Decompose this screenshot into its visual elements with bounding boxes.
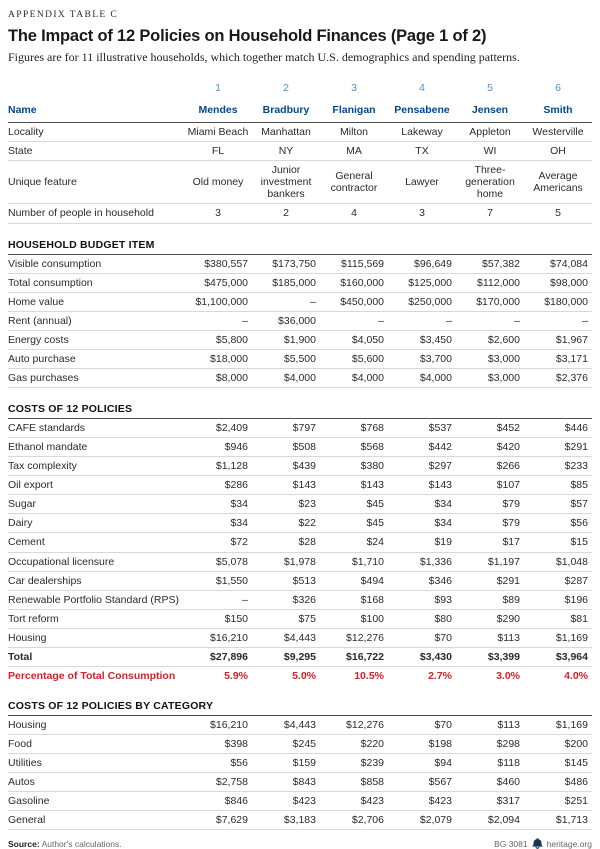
cell-value: $45 <box>320 495 388 514</box>
cell-value: $98,000 <box>524 273 592 292</box>
cell-value: $446 <box>524 419 592 438</box>
cell-value: $72 <box>184 533 252 552</box>
cell-value: $251 <box>524 792 592 811</box>
table-row <box>8 142 592 161</box>
row-label: Ethanol mandate <box>8 438 184 457</box>
cell-value: $150 <box>184 609 252 628</box>
cell-value: Milton <box>320 123 388 142</box>
cell-value: $4,000 <box>252 368 320 387</box>
cell-value: $1,169 <box>524 628 592 647</box>
page-title: The Impact of 12 Policies on Household Finances (Page 1 of 2) <box>8 27 487 45</box>
column-number: 4 <box>419 82 425 94</box>
cell-value: $94 <box>388 754 456 773</box>
cell-value: $200 <box>524 735 592 754</box>
household-name: Mendes <box>184 101 252 123</box>
cell-value: TX <box>388 142 456 161</box>
row-label: Tax complexity <box>8 457 184 476</box>
cell-value: $19 <box>388 533 456 552</box>
cell-value: $4,050 <box>320 330 388 349</box>
cell-value: $17 <box>456 533 524 552</box>
cell-value: General contractor <box>320 161 388 204</box>
household-name: Flanigan <box>320 101 388 123</box>
column-names-row <box>8 101 592 123</box>
cell-value: $423 <box>320 792 388 811</box>
column-number-spacer <box>8 79 184 101</box>
row-label: Dairy <box>8 514 184 533</box>
cell-value: – <box>184 311 252 330</box>
table-header <box>8 79 592 123</box>
cell-value: $298 <box>456 735 524 754</box>
cell-value: $159 <box>252 754 320 773</box>
cell-value: $291 <box>456 571 524 590</box>
cell-value: $125,000 <box>388 273 456 292</box>
cell-value: $4,443 <box>252 628 320 647</box>
footer <box>8 830 592 849</box>
cell-value: $220 <box>320 735 388 754</box>
cell-value: $233 <box>524 457 592 476</box>
cell-value: $57,382 <box>456 254 524 273</box>
cell-value: $18,000 <box>184 349 252 368</box>
table-row <box>8 204 592 223</box>
table-row <box>8 457 592 476</box>
cell-value: $317 <box>456 792 524 811</box>
table-row <box>8 533 592 552</box>
household-name: Pensabene <box>388 101 456 123</box>
cell-value: $8,000 <box>184 368 252 387</box>
cell-value: $568 <box>320 438 388 457</box>
table-row <box>8 330 592 349</box>
cell-value: $143 <box>320 476 388 495</box>
cell-value: $266 <box>456 457 524 476</box>
column-number: 2 <box>283 82 289 94</box>
section-heading <box>8 388 592 419</box>
cell-value: – <box>524 311 592 330</box>
cell-value: $85 <box>524 476 592 495</box>
table-row <box>8 754 592 773</box>
cell-value: $56 <box>184 754 252 773</box>
cell-value: $797 <box>252 419 320 438</box>
cell-value: Lakeway <box>388 123 456 142</box>
cell-value: $3,183 <box>252 811 320 830</box>
cell-value: $846 <box>184 792 252 811</box>
section-heading-label: COSTS OF 12 POLICIES <box>8 388 592 419</box>
row-label: Food <box>8 735 184 754</box>
cell-value: Westerville <box>524 123 592 142</box>
cell-value: Miami Beach <box>184 123 252 142</box>
cell-value: $1,713 <box>524 811 592 830</box>
cell-value: $45 <box>320 514 388 533</box>
cell-value: $115,569 <box>320 254 388 273</box>
section-heading-label: HOUSEHOLD BUDGET ITEM <box>8 223 592 254</box>
cell-value: $113 <box>456 628 524 647</box>
row-label: Autos <box>8 773 184 792</box>
cell-value: NY <box>252 142 320 161</box>
cell-value: $3,000 <box>456 368 524 387</box>
cell-value: $537 <box>388 419 456 438</box>
cell-value: $27,896 <box>184 647 252 666</box>
row-label: Cement <box>8 533 184 552</box>
table-row <box>8 273 592 292</box>
cell-value: $70 <box>388 716 456 735</box>
cell-value: $858 <box>320 773 388 792</box>
liberty-bell-icon <box>532 838 543 849</box>
row-label: Tort reform <box>8 609 184 628</box>
cell-value: $297 <box>388 457 456 476</box>
row-label: Car dealerships <box>8 571 184 590</box>
row-label: Home value <box>8 292 184 311</box>
cell-value: – <box>252 292 320 311</box>
cell-value: $398 <box>184 735 252 754</box>
cell-value: $250,000 <box>388 292 456 311</box>
cell-value: $2,094 <box>456 811 524 830</box>
cell-value: $1,336 <box>388 552 456 571</box>
cell-value: $12,276 <box>320 628 388 647</box>
cell-value: $3,450 <box>388 330 456 349</box>
row-label: Gas purchases <box>8 368 184 387</box>
name-column-header: Name <box>8 101 184 123</box>
row-label: Housing <box>8 628 184 647</box>
cell-value: $3,964 <box>524 647 592 666</box>
cell-value: $1,197 <box>456 552 524 571</box>
section-heading <box>8 685 592 716</box>
cell-value: $4,443 <box>252 716 320 735</box>
row-label: General <box>8 811 184 830</box>
cell-value: $423 <box>388 792 456 811</box>
source-note <box>8 839 122 849</box>
cell-value: $93 <box>388 590 456 609</box>
row-label: Sugar <box>8 495 184 514</box>
cell-value: 7 <box>456 204 524 223</box>
cell-value: $2,079 <box>388 811 456 830</box>
cell-value: $475,000 <box>184 273 252 292</box>
cell-value: $168 <box>320 590 388 609</box>
cell-value: $3,430 <box>388 647 456 666</box>
subtitle: Figures are for 11 illustrative households, which together match U.S. demographics and spending patterns. <box>8 50 520 64</box>
cell-value: MA <box>320 142 388 161</box>
row-label: State <box>8 142 184 161</box>
column-number: 3 <box>351 82 357 94</box>
table-row <box>8 590 592 609</box>
cell-value: $113 <box>456 716 524 735</box>
row-label: Energy costs <box>8 330 184 349</box>
cell-value: $2,376 <box>524 368 592 387</box>
cell-value: 3 <box>388 204 456 223</box>
column-number: 6 <box>555 82 561 94</box>
cell-value: OH <box>524 142 592 161</box>
table-row <box>8 735 592 754</box>
table-row <box>8 419 592 438</box>
cell-value: $96,649 <box>388 254 456 273</box>
cell-value: $7,629 <box>184 811 252 830</box>
table-row <box>8 666 592 685</box>
cell-value: $143 <box>388 476 456 495</box>
cell-value: $5,800 <box>184 330 252 349</box>
household-name: Smith <box>524 101 592 123</box>
row-label: Unique feature <box>8 161 184 204</box>
cell-value: $145 <box>524 754 592 773</box>
row-label: CAFE standards <box>8 419 184 438</box>
row-label: Total consumption <box>8 273 184 292</box>
cell-value: $287 <box>524 571 592 590</box>
cell-value: $843 <box>252 773 320 792</box>
cell-value: $196 <box>524 590 592 609</box>
cell-value: $3,000 <box>456 349 524 368</box>
cell-value: $1,900 <box>252 330 320 349</box>
section-heading <box>8 223 592 254</box>
cell-value: $160,000 <box>320 273 388 292</box>
cell-value: 5.9% <box>224 669 248 682</box>
cell-value: 3 <box>184 204 252 223</box>
cell-value: 4 <box>320 204 388 223</box>
table-row <box>8 609 592 628</box>
cell-value: $16,210 <box>184 628 252 647</box>
table-row <box>8 571 592 590</box>
cell-value: $452 <box>456 419 524 438</box>
cell-value: – <box>456 311 524 330</box>
row-label: Rent (annual) <box>8 311 184 330</box>
cell-value: $34 <box>184 495 252 514</box>
cell-value: 2 <box>252 204 320 223</box>
cell-value: $198 <box>388 735 456 754</box>
households-table <box>8 79 592 830</box>
row-label: Number of people in household <box>8 204 184 223</box>
cell-value: $23 <box>252 495 320 514</box>
cell-value: $28 <box>252 533 320 552</box>
cell-value: $2,600 <box>456 330 524 349</box>
cell-value: $1,100,000 <box>184 292 252 311</box>
row-label: Percentage of Total Consumption <box>8 669 176 682</box>
cell-value: – <box>184 590 252 609</box>
cell-value: – <box>320 311 388 330</box>
column-number: 5 <box>487 82 493 94</box>
cell-value: $36,000 <box>252 311 320 330</box>
cell-value: $118 <box>456 754 524 773</box>
section-heading-label: COSTS OF 12 POLICIES BY CATEGORY <box>8 685 592 716</box>
cell-value: $80 <box>388 609 456 628</box>
row-label: Auto purchase <box>8 349 184 368</box>
site-url: heritage.org <box>546 838 592 849</box>
cell-value: $513 <box>252 571 320 590</box>
table-body <box>8 123 592 830</box>
footer-brand <box>494 838 592 849</box>
cell-value: $75 <box>252 609 320 628</box>
cell-value: $291 <box>524 438 592 457</box>
cell-value: $290 <box>456 609 524 628</box>
cell-value: $380 <box>320 457 388 476</box>
cell-value: $439 <box>252 457 320 476</box>
cell-value: $768 <box>320 419 388 438</box>
cell-value: $100 <box>320 609 388 628</box>
source-text: Author's calculations. <box>41 838 122 849</box>
row-label: Occupational licensure <box>8 552 184 571</box>
cell-value: $3,171 <box>524 349 592 368</box>
cell-value: $15 <box>524 533 592 552</box>
table-row <box>8 254 592 273</box>
cell-value: 5 <box>524 204 592 223</box>
table-row <box>8 647 592 666</box>
cell-value: 3.0% <box>496 669 520 682</box>
cell-value: $494 <box>320 571 388 590</box>
cell-value: $34 <box>388 514 456 533</box>
cell-value: $5,078 <box>184 552 252 571</box>
cell-value: $180,000 <box>524 292 592 311</box>
cell-value: $450,000 <box>320 292 388 311</box>
table-row <box>8 438 592 457</box>
cell-value: 10.5% <box>354 669 384 682</box>
cell-value: $2,758 <box>184 773 252 792</box>
table-row <box>8 161 592 204</box>
cell-value: $79 <box>456 514 524 533</box>
row-label: Utilities <box>8 754 184 773</box>
cell-value: $70 <box>388 628 456 647</box>
table-row <box>8 349 592 368</box>
table-row <box>8 716 592 735</box>
table-row <box>8 368 592 387</box>
cell-value: $5,500 <box>252 349 320 368</box>
table-row <box>8 552 592 571</box>
cell-value: Old money <box>184 161 252 204</box>
cell-value: $420 <box>456 438 524 457</box>
cell-value: $4,000 <box>388 368 456 387</box>
household-name: Bradbury <box>252 101 320 123</box>
cell-value: 2.7% <box>428 669 452 682</box>
row-label: Visible consumption <box>8 254 184 273</box>
source-label: Source: <box>8 838 40 849</box>
cell-value: $1,048 <box>524 552 592 571</box>
cell-value: $946 <box>184 438 252 457</box>
cell-value: $1,550 <box>184 571 252 590</box>
cell-value: 4.0% <box>564 669 588 682</box>
cell-value: $1,128 <box>184 457 252 476</box>
cell-value: $9,295 <box>252 647 320 666</box>
column-number: 1 <box>215 82 221 94</box>
table-row <box>8 292 592 311</box>
cell-value: $423 <box>252 792 320 811</box>
cell-value: FL <box>184 142 252 161</box>
cell-value: $508 <box>252 438 320 457</box>
table-row <box>8 792 592 811</box>
cell-value: $34 <box>388 495 456 514</box>
table-row <box>8 495 592 514</box>
cell-value: $24 <box>320 533 388 552</box>
cell-value: $3,399 <box>456 647 524 666</box>
table-row <box>8 476 592 495</box>
cell-value: $185,000 <box>252 273 320 292</box>
cell-value: $3,700 <box>388 349 456 368</box>
cell-value: $1,710 <box>320 552 388 571</box>
cell-value: $74,084 <box>524 254 592 273</box>
cell-value: WI <box>456 142 524 161</box>
table-row <box>8 311 592 330</box>
cell-value: $1,967 <box>524 330 592 349</box>
table-row <box>8 123 592 142</box>
row-label: Locality <box>8 123 184 142</box>
cell-value: $89 <box>456 590 524 609</box>
table-row <box>8 514 592 533</box>
cell-value: – <box>388 311 456 330</box>
cell-value: $81 <box>524 609 592 628</box>
cell-value: $460 <box>456 773 524 792</box>
cell-value: Appleton <box>456 123 524 142</box>
cell-value: $380,557 <box>184 254 252 273</box>
cell-value: $107 <box>456 476 524 495</box>
row-label: Housing <box>8 716 184 735</box>
cell-value: $326 <box>252 590 320 609</box>
row-label: Gasoline <box>8 792 184 811</box>
cell-value: $57 <box>524 495 592 514</box>
cell-value: Three-generation home <box>456 161 524 204</box>
cell-value: $245 <box>252 735 320 754</box>
table-row <box>8 811 592 830</box>
row-label: Total <box>8 647 184 666</box>
cell-value: $56 <box>524 514 592 533</box>
table-row <box>8 773 592 792</box>
column-numbers-row <box>8 79 592 101</box>
cell-value: $486 <box>524 773 592 792</box>
cell-value: $239 <box>320 754 388 773</box>
cell-value: $442 <box>388 438 456 457</box>
row-label: Renewable Portfolio Standard (RPS) <box>8 590 184 609</box>
table-row <box>8 628 592 647</box>
cell-value: $143 <box>252 476 320 495</box>
cell-value: Average Americans <box>524 161 592 204</box>
doc-id: BG 3081 <box>494 838 528 849</box>
row-label: Oil export <box>8 476 184 495</box>
cell-value: $286 <box>184 476 252 495</box>
cell-value: $22 <box>252 514 320 533</box>
cell-value: $5,600 <box>320 349 388 368</box>
cell-value: $16,722 <box>320 647 388 666</box>
cell-value: $2,706 <box>320 811 388 830</box>
cell-value: $346 <box>388 571 456 590</box>
cell-value: $567 <box>388 773 456 792</box>
cell-value: Junior investment bankers <box>252 161 320 204</box>
cell-value: $2,409 <box>184 419 252 438</box>
table-eyebrow: APPENDIX TABLE C <box>8 10 119 20</box>
household-name: Jensen <box>456 101 524 123</box>
cell-value: $4,000 <box>320 368 388 387</box>
cell-value: Lawyer <box>388 161 456 204</box>
cell-value: $12,276 <box>320 716 388 735</box>
cell-value: $173,750 <box>252 254 320 273</box>
cell-value: $79 <box>456 495 524 514</box>
cell-value: Manhattan <box>252 123 320 142</box>
cell-value: $1,169 <box>524 716 592 735</box>
cell-value: $1,978 <box>252 552 320 571</box>
cell-value: $34 <box>184 514 252 533</box>
cell-value: $170,000 <box>456 292 524 311</box>
cell-value: $16,210 <box>184 716 252 735</box>
cell-value: 5.0% <box>292 669 316 682</box>
cell-value: $112,000 <box>456 273 524 292</box>
